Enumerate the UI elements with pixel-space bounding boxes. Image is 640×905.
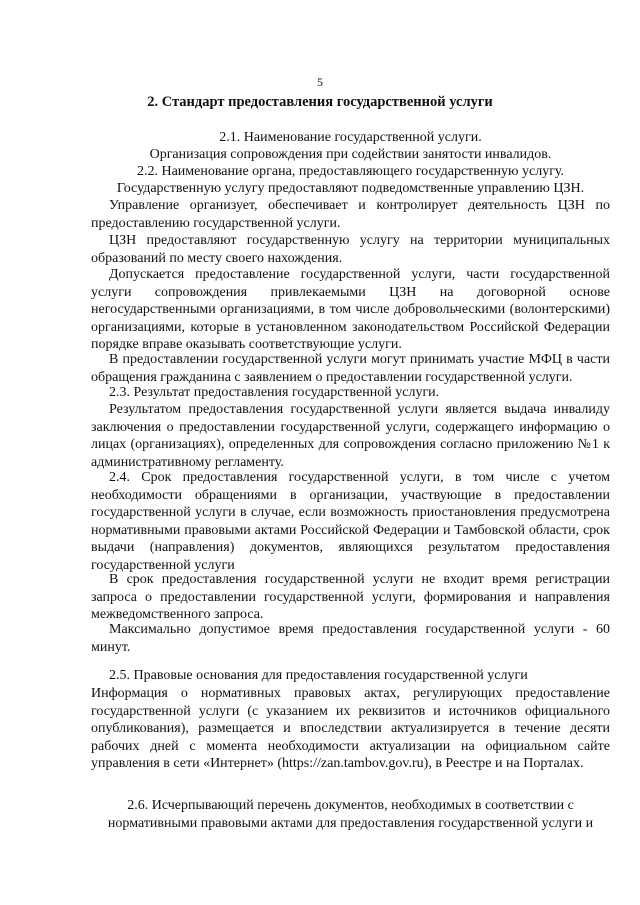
subsection-2-3-title: 2.3. Результат предоставления государственной услуги. <box>109 385 440 400</box>
result-paragraph: Результатом предоставления государственной услуги является выдача инвалиду заключения о предоставлении государственной услуги, содержащего информацию о лицах (организациях), определенных для сопровождения согласно приложению №1 к административному регламенту. <box>91 402 610 470</box>
subsection-2-1-title: 2.1. Наименование государственной услуги. <box>219 130 482 145</box>
registration-time-paragraph: В срок предоставления государственной услуги не входит время регистрации запроса о предоставлении государственной услуги, формирования и направления межведомственного запроса. <box>91 572 610 622</box>
legal-basis-paragraph: Информация о нормативных правовых актах, регулирующих предоставление государственной услуги (с указанием их реквизитов и источников официального опубликования), размещается и впоследствии актуализируется в течение десяти рабочих дней с момента необходимости актуализации на официальном сайте управления в сети «Интернет» (https://zan.tambov.gov.ru), в Реестре и на Порталах. <box>91 686 610 771</box>
subsection-2-2-title: 2.2. Наименование органа, предоставляющего государственную услугу. <box>136 164 565 179</box>
section-title: 2. Стандарт предоставления государственной услуги <box>147 94 493 110</box>
territory-paragraph: ЦЗН предоставляют государственную услугу на территории муниципальных образований по месту своего нахождения. <box>91 233 610 266</box>
subsection-2-5-title: 2.5. Правовые основания для предоставления государственной услуги <box>109 668 528 683</box>
non-state-orgs-paragraph: Допускается предоставление государственной услуги, части государственной услуги сопровождения привлекаемыми ЦЗН на договорной основе негосударственными организациями, в том числе добровольческими (волонтерскими) организациями, которые в установленном законодательством Российской Федерации порядке вправе оказывать соответствующие услуги. <box>91 267 610 352</box>
subsection-2-4-paragraph: 2.4. Срок предоставления государственной услуги, в том числе с учетом необходимости обращениями в организации, участвующие в предоставлении государственной услуги в случае, если возможность приостановления предусмотрена нормативными правовыми актами Российской Федерации и Тамбовской области, срок выдачи (направления) документов, являющихся результатом предоставления государственной услуги <box>91 470 610 573</box>
provider-paragraph: Государственную услугу предоставляют подведомственные управлению ЦЗН. <box>116 181 585 196</box>
max-time-paragraph: Максимально допустимое время предоставления государственной услуги - 60 минут. <box>91 622 610 655</box>
mfc-paragraph: В предоставлении государственной услуги могут принимать участие МФЦ в части обращения гражданина с заявлением о предоставлении государственной услуги. <box>91 352 610 385</box>
page-number: 5 <box>317 75 323 89</box>
management-paragraph: Управление организует, обеспечивает и контролирует деятельность ЦЗН по предоставлению государственной услуги. <box>91 198 610 231</box>
service-name-paragraph: Организация сопровождения при содействии занятости инвалидов. <box>149 147 552 162</box>
subsection-2-6-paragraph: 2.6. Исчерпывающий перечень документов, необходимых в соответствии с нормативными правовыми актами для предоставления государственной услуги и <box>107 798 594 831</box>
